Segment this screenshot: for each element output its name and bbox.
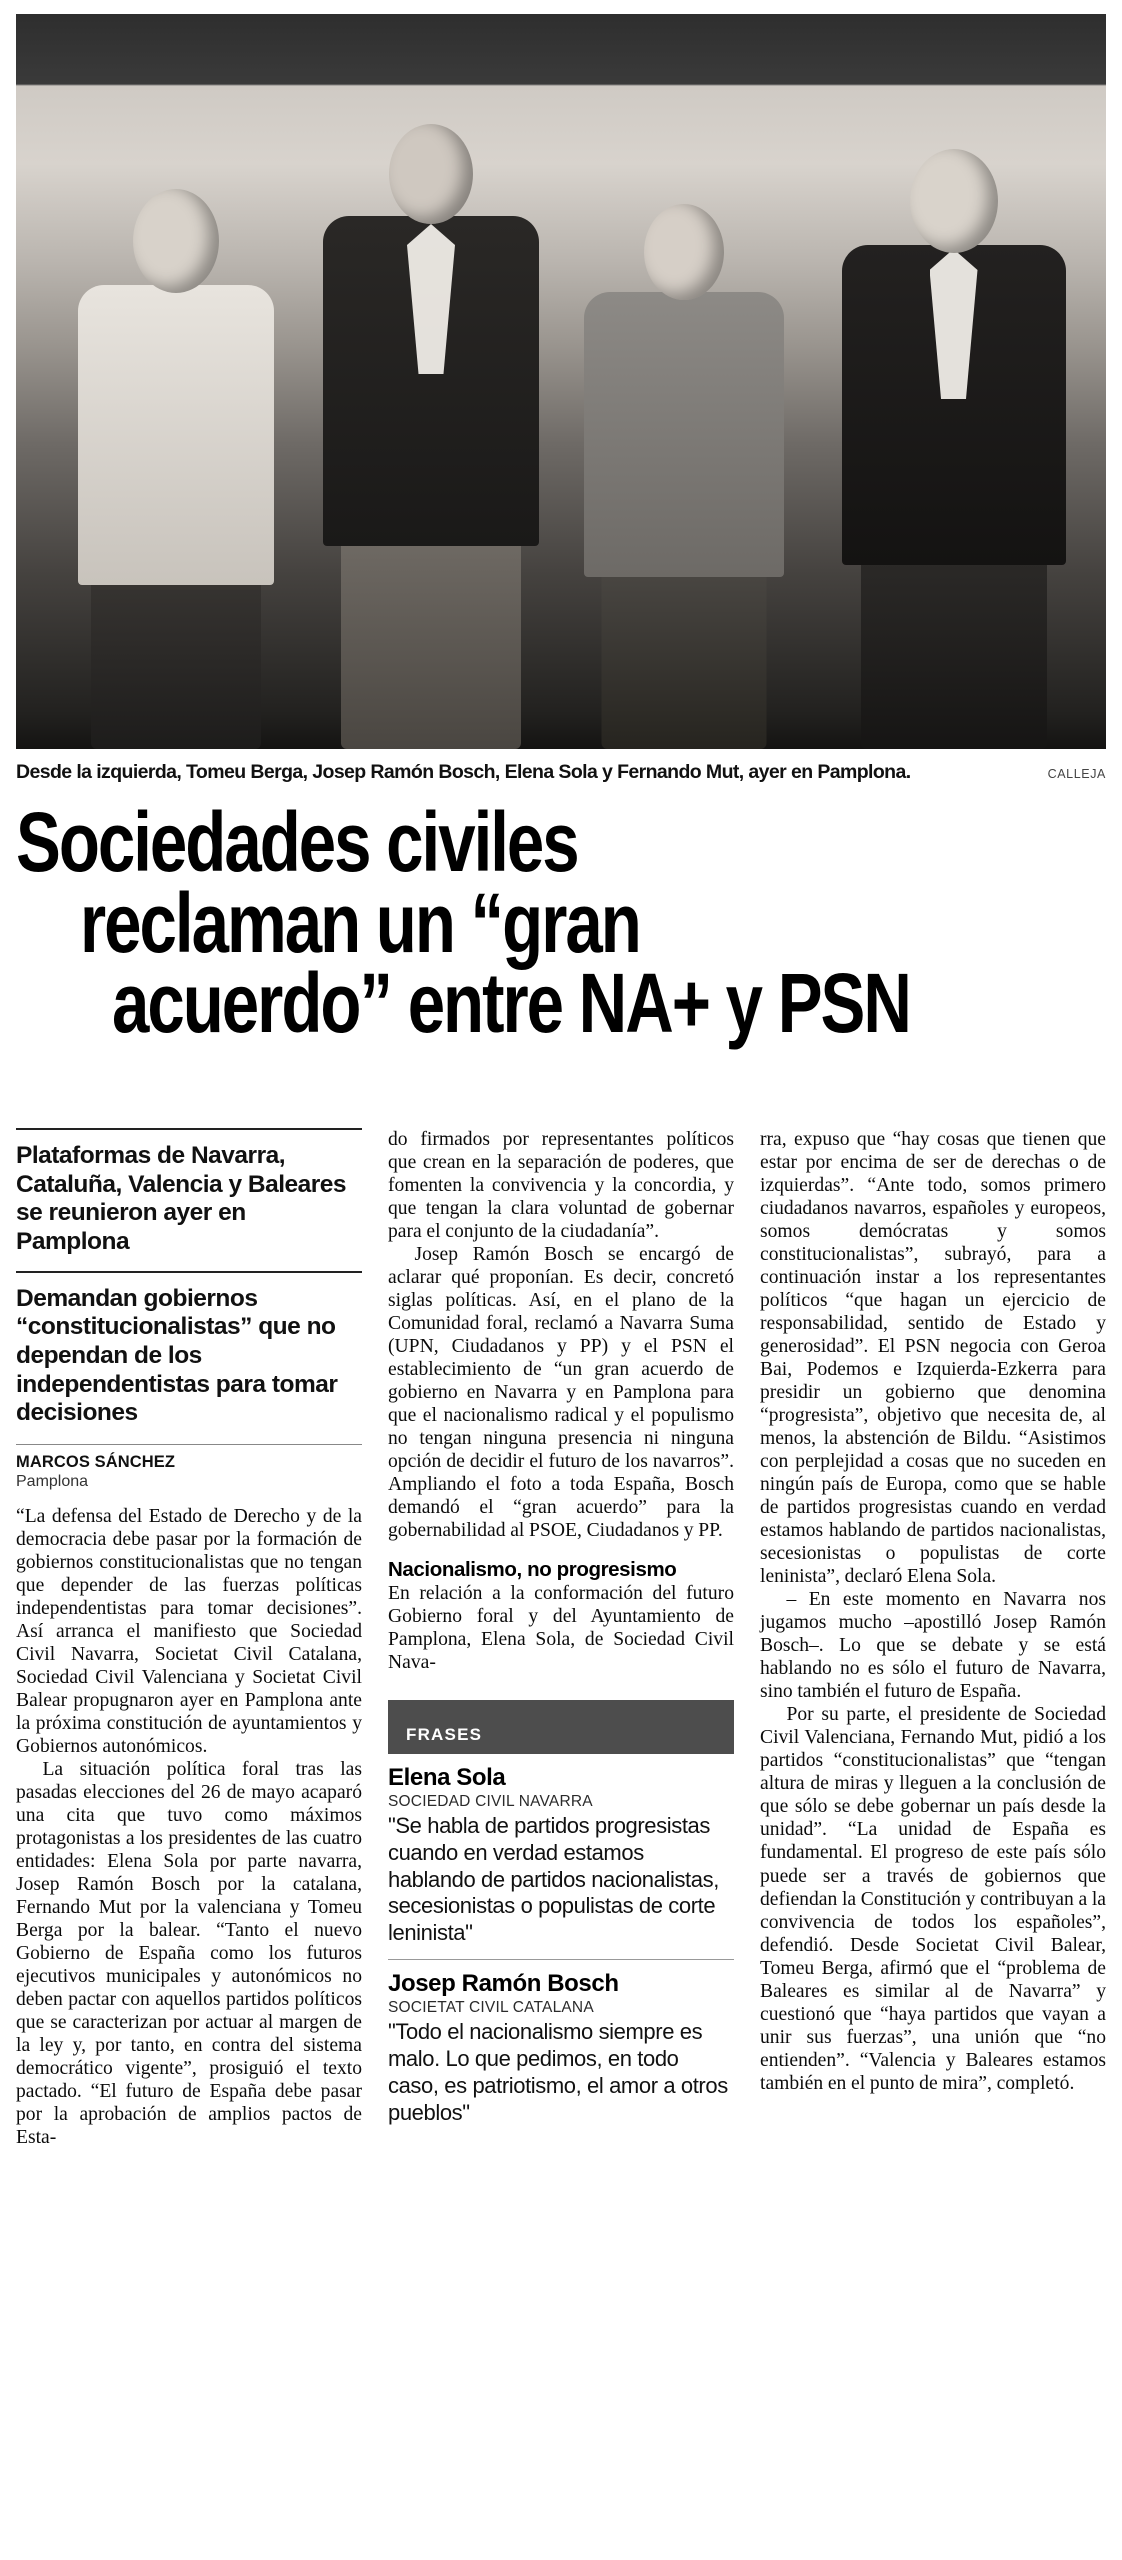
person-head — [133, 189, 219, 293]
quote-text: "Todo el nacionalismo siempre es malo. Lo que pedimos, en todo caso, es patriotismo, el amor a otros pueblos" — [388, 2019, 728, 2125]
deck-2: Demandan gobiernos “constitucionalistas” que no dependan de los independentistas para tomar decisiones — [16, 1284, 338, 1427]
paragraph: “La defensa del Estado de Derecho y de la democracia debe pasar por la formación de gobiernos constitucionalistas que no tengan que depender de las fuerzas políticas independentistas para tomar decisiones”. Así arranca el manifiesto que Sociedad Civil Navarra, Societat Civil Catalana, Sociedad Civil Valenciana y Societat Civil Balear propugnaron ayer en Pamplona ante la próxima constitución de ayuntamientos y Gobiernos autonómicos. — [16, 1505, 362, 1758]
quotes-box-header: FRASES — [388, 1700, 734, 1754]
paragraph: Por su parte, el presidente de Sociedad Civil Valenciana, Fernando Mut, pidió a los partidos “constitucionalistas” que “tengan altura de miras y lleguen a la conclusión de que sólo se debe gobernar un país desde la unidad”. “La unidad de España es fundamental. El progreso de este país sólo puede ser a través de gobiernos que defiendan la Constitución y contribuyan a la convivencia de todos los españoles”, defendió. Desde Societat Civil Balear, Tomeu Berga, afirmó que el “problema de Baleares es similar al de Navarra” y cuestionó que “haya partidos que vayan a unir sus fuerzas”, una unión que “no entienden”. “Valencia y Baleares estamos también en el punto de mira”, completó. — [760, 1704, 1106, 2094]
deck-1: Plataformas de Navarra, Cataluña, Valencia y Baleares se reunieron ayer en Pamplona — [16, 1142, 347, 1255]
quote-author-name: Elena Sola — [388, 1763, 506, 1791]
photo-credit: CALLEJA — [1047, 767, 1106, 781]
column-1 — [16, 1128, 362, 2149]
person-josep-ramon-bosch — [316, 124, 546, 749]
person-head — [389, 124, 473, 224]
headline-line-3: acuerdo” entre NA+ y PSN — [112, 956, 910, 1051]
person-torso — [584, 292, 784, 577]
quote-item — [388, 1960, 734, 2126]
paragraph: do firmados por representantes políticos que crean en la separación de poderes, que fomenten la convivencia y la concordia, y que tengan la clara voluntad de gobernar para el conjunto de la ciudadanía”. — [388, 1129, 734, 1243]
person-legs — [91, 559, 261, 749]
person-elena-sola — [576, 204, 791, 749]
person-head — [910, 149, 998, 253]
headline-line-1: Sociedades civiles — [16, 795, 578, 889]
column-2 — [388, 1128, 734, 2149]
quote-item — [388, 1754, 734, 1947]
paragraph: La situación política foral tras las pasadas elecciones del 26 de mayo acaparó una cita que tuvo como máximos protagonistas a los presidentes de las cuatro entidades: Elena Sola por parte navarra, Josep Ramón Bosch por la catalana, Fernando Mut por la valenciana y Tomeu Berga por la balear. “Tanto el nuevo Gobierno de España como los futuros ejecutivos municipales y autonómicos no deben pactar con aquellos partidos políticos que se caracterizan por actuar al margen de la ley y, por tanto, en contra del sistema democrático vigente”, prosiguió el texto pactado. “El futuro de España debe pasar por la aprobación de amplios pactos de Esta- — [16, 1759, 362, 2149]
article-photo — [16, 14, 1106, 749]
paragraph: En relación a la conformación del futuro Gobierno foral y del Ayuntamiento de Pamplona, Elena Sola, de Sociedad Civil Nava- — [388, 1582, 734, 1673]
quote-author-org: SOCIEDAD CIVIL NAVARRA — [388, 1792, 593, 1810]
page-title — [16, 795, 1104, 1051]
quote-text: "Se habla de partidos progresistas cuando en verdad estamos hablando de partidos nacionalistas, secesionistas o populistas de corte leninista" — [388, 1812, 719, 1946]
person-torso — [78, 285, 274, 585]
divider — [16, 1444, 362, 1445]
person-legs — [601, 569, 766, 749]
article-columns — [16, 1128, 1106, 2149]
person-legs — [341, 539, 521, 749]
person-head — [644, 204, 724, 300]
quote-author-org: SOCIETAT CIVIL CATALANA — [388, 1999, 594, 2017]
divider — [16, 1128, 362, 1130]
headline-line-2: reclaman un “gran — [80, 875, 640, 970]
photo-caption: Desde la izquierda, Tomeu Berga, Josep Ramón Bosch, Elena Sola y Fernando Mut, ayer en Pamplona. — [16, 761, 911, 783]
person-tomeu-berga — [71, 189, 281, 749]
column-3 — [760, 1128, 1106, 2149]
person-fernando-mut — [836, 149, 1071, 749]
divider — [16, 1271, 362, 1273]
photo-caption-row — [16, 761, 1106, 784]
paragraph: Josep Ramón Bosch se encargó de aclarar qué proponían. Es decir, concretó siglas políticas. Así, en el plano de la Comunidad foral, reclamó a Navarra Suma (UPN, Ciudadanos y PP) y el PSN el establecimiento de “un gran acuerdo de gobierno en Navarra y en Pamplona para que el nacionalismo radical y el populismo no tengan ninguna presencia ni ninguna opción de decidir el futuro de los navarros”. Ampliando el foto a toda España, Bosch demandó el “gran acuerdo” para la gobernabilidad al PSOE, Ciudadanos y PP. — [388, 1244, 734, 1542]
paragraph: – En este momento en Navarra nos jugamos mucho –apostilló Josep Ramón Bosch–. Lo que se debate y se está hablando no es sólo el futuro de Navarra, sino también el futuro de España. — [760, 1589, 1106, 1703]
person-legs — [861, 554, 1047, 749]
quote-author-name: Josep Ramón Bosch — [388, 1970, 619, 1998]
byline-author: MARCOS SÁNCHEZ — [16, 1452, 176, 1471]
byline-place: Pamplona — [16, 1472, 89, 1490]
quotes-box — [388, 1700, 734, 2126]
section-subhead: Nacionalismo, no progresismo — [388, 1558, 677, 1582]
paragraph: rra, expuso que “hay cosas que tienen que estar por encima de ser de derechas o de izquierdas”. “Ante todo, somos primero ciudadanos navarros, españoles y europeos, somos demócratas y somos constitucionalistas”, subrayó, para a continuación instar a los representantes políticos “que hagan un ejercicio de responsabilidad, sentido de Estado y generosidad”. El PSN negocia con Geroa Bai, Podemos e Izquierda-Ezkerra para presidir un gobierno que denomina “progresista”, objetivo que necesita de, al menos, la abstención de Bildu. “Asistimos con perplejidad a cosas que no suceden en ningún país de Europa, como que se hable de partidos progresistas cuando en verdad estamos hablando de partidos nacionalistas, secesionistas o populistas de corte leninista”, declaró Elena Sola. — [760, 1129, 1106, 1588]
